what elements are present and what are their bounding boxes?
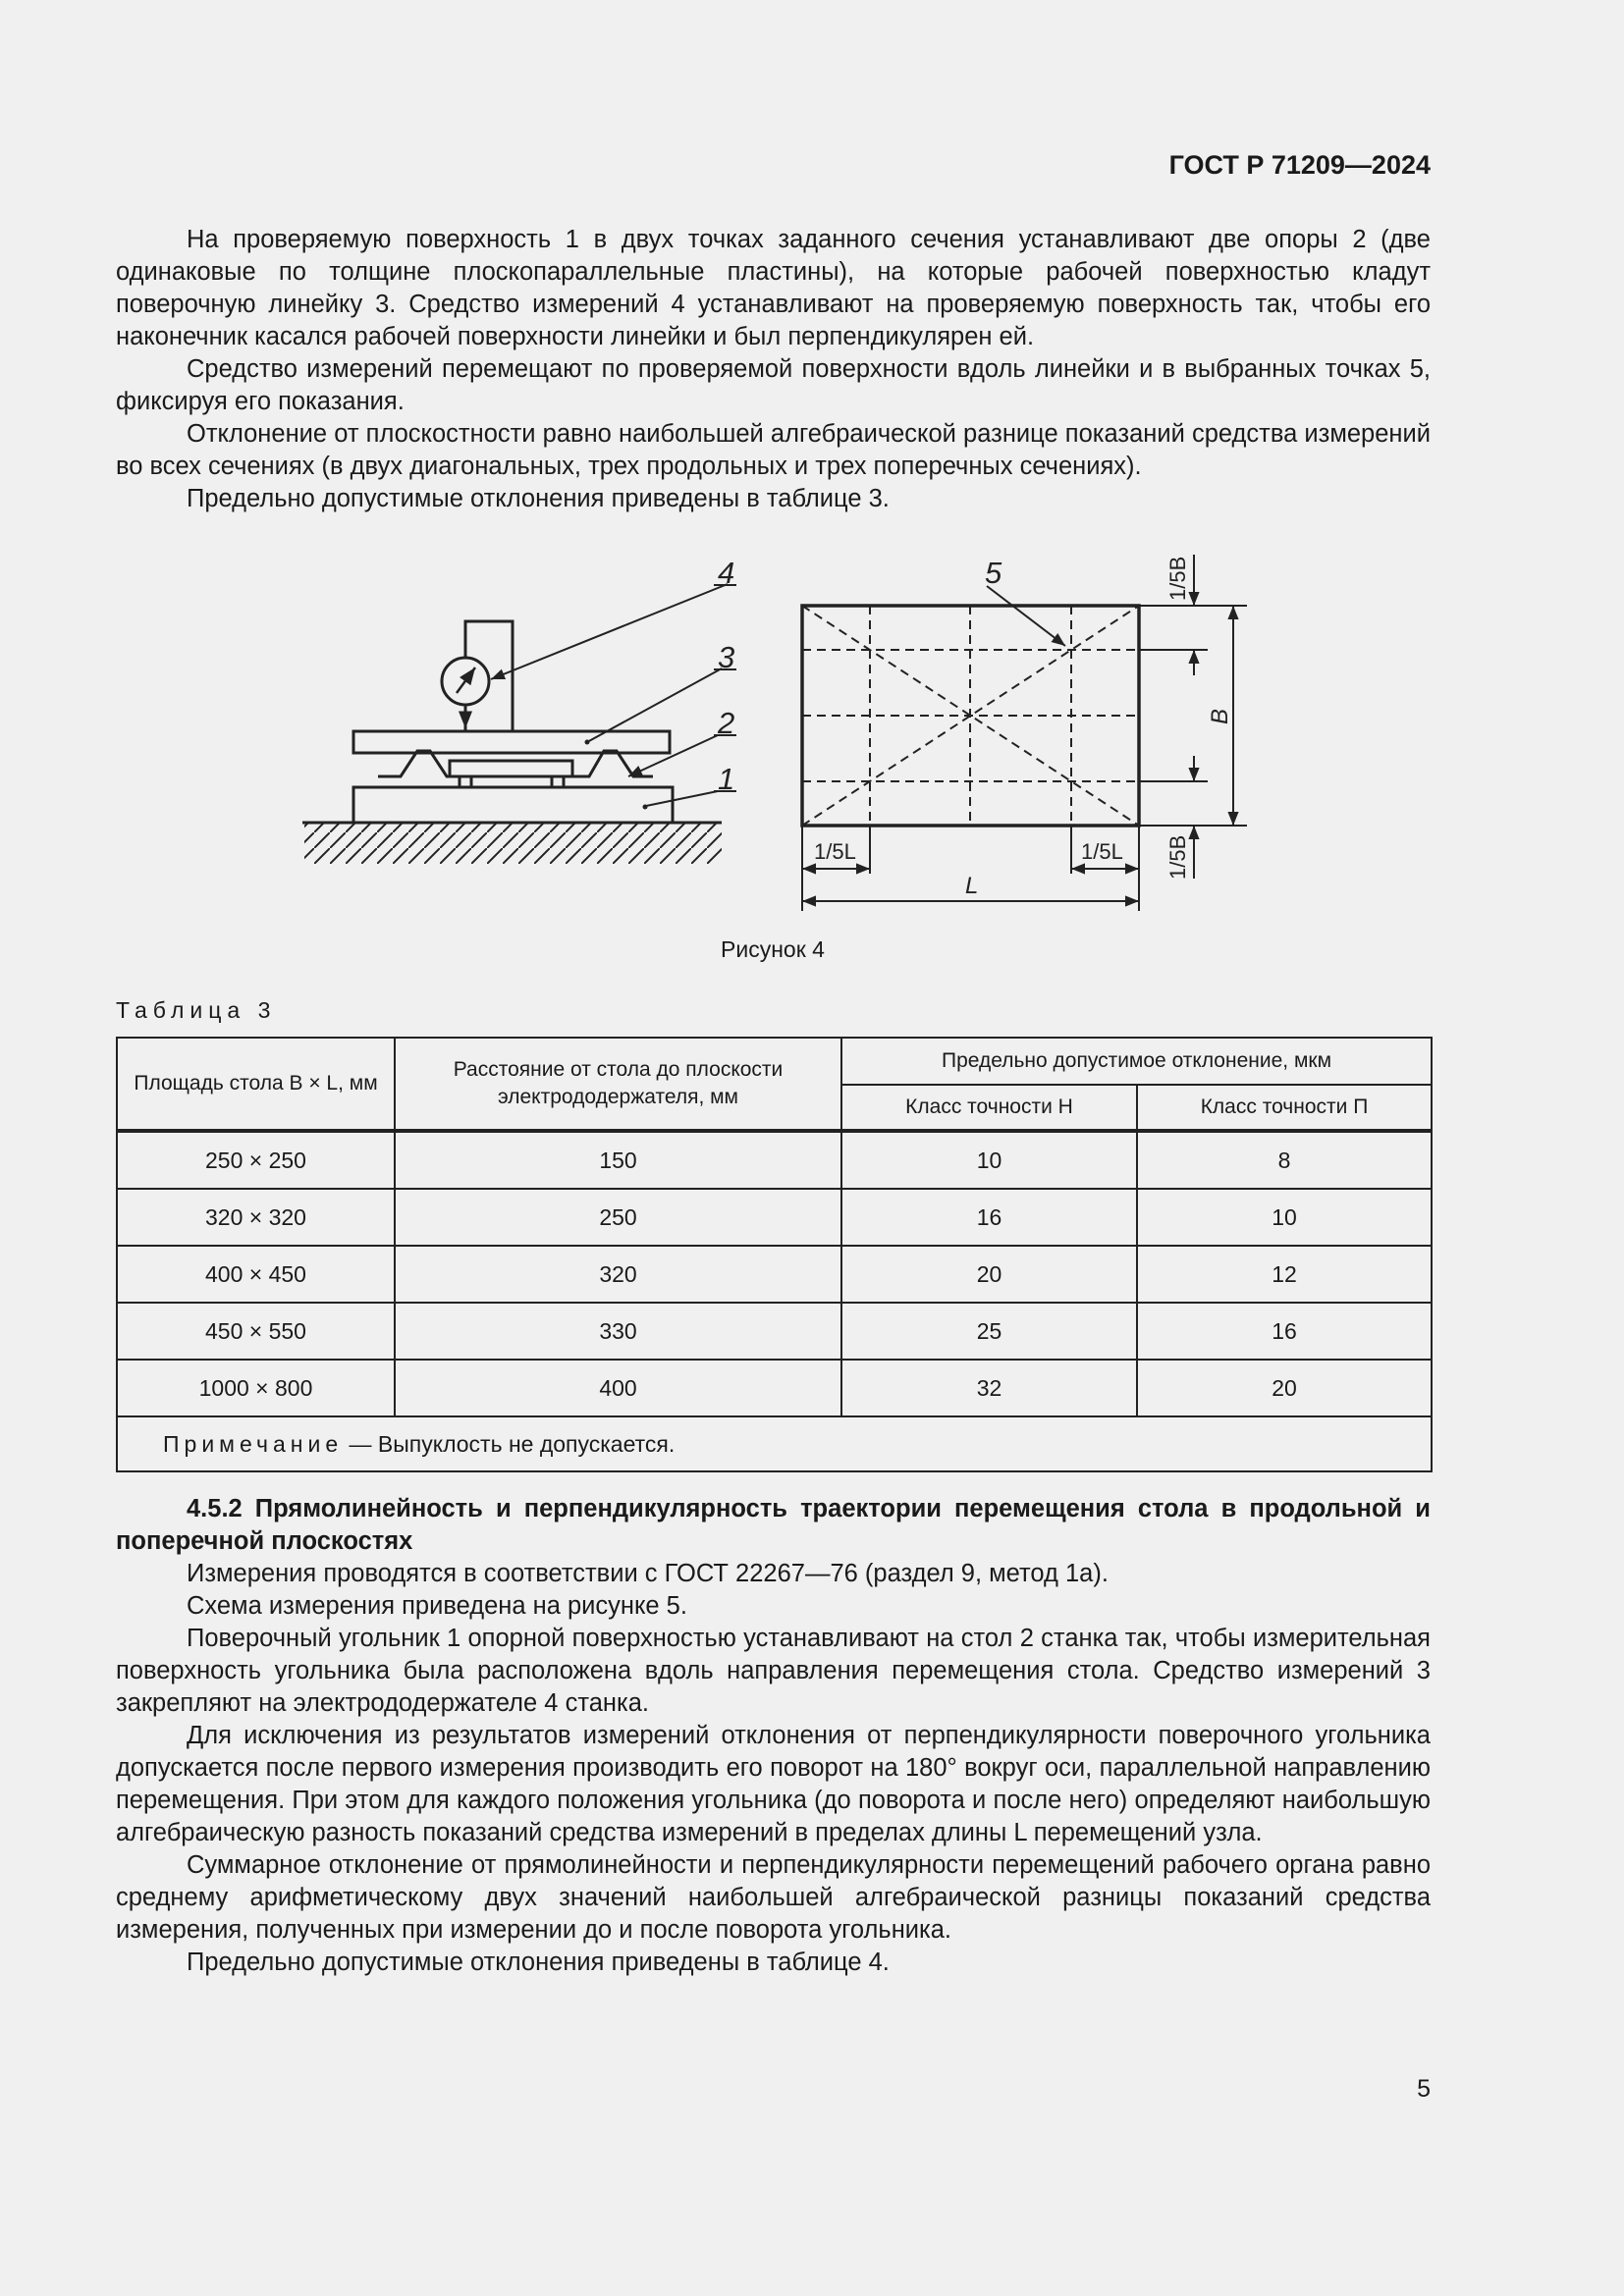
cell-class-h: 32 <box>841 1360 1137 1416</box>
table-row <box>117 1360 1432 1416</box>
table-row <box>117 1303 1432 1360</box>
cell-area: 450 × 550 <box>117 1303 395 1360</box>
table-row <box>117 1131 1432 1189</box>
header-class-p: Класс точности П <box>1137 1085 1432 1131</box>
cell-distance: 250 <box>395 1189 841 1246</box>
cell-area: 320 × 320 <box>117 1189 395 1246</box>
intro-paragraph-3: Отклонение от плоскостности равно наибольшей алгебраической разнице показаний средства измерений во всех сечениях (в двух диагональных, трех продольных и трех поперечных сечениях). <box>116 420 1431 480</box>
leader-4 <box>491 584 728 679</box>
cell-area: 1000 × 800 <box>117 1360 395 1416</box>
table-note-row <box>117 1416 1432 1471</box>
cell-class-h: 16 <box>841 1189 1137 1246</box>
label-3: 3 <box>718 640 735 674</box>
intro-text <box>116 224 1431 515</box>
header-deviation: Предельно допустимое отклонение, мкм <box>841 1038 1432 1085</box>
checked-surface <box>353 787 673 823</box>
leader-2 <box>628 735 718 776</box>
dim-fifth-l-right: 1/5L <box>1081 839 1123 864</box>
table-title: Таблица 3 <box>116 997 277 1023</box>
note-label: Примечание <box>163 1431 344 1457</box>
block-leg-left <box>460 776 471 787</box>
leader-1 <box>646 791 718 806</box>
cell-class-p: 20 <box>1137 1360 1432 1416</box>
cell-distance: 330 <box>395 1303 841 1360</box>
center-block <box>450 761 572 776</box>
dim-b: B <box>1207 708 1233 724</box>
section-paragraph-5: Суммарное отклонение от прямолинейности и перпендикулярности перемещений рабочего органа равно среднему арифметическому двух значений наибольшей алгебраической разницы показаний средства измерения, полученных при измерении до и после поворота угольника. <box>116 1851 1431 1944</box>
support-left <box>378 751 450 776</box>
cell-area: 400 × 450 <box>117 1246 395 1303</box>
setup-sketch <box>302 584 736 864</box>
section-paragraph-2: Схема измерения приведена на рисунке 5. <box>187 1592 687 1620</box>
figure-caption: Рисунок 4 <box>721 936 825 962</box>
leader-5 <box>987 586 1065 646</box>
section-text <box>116 1493 1431 1979</box>
cell-class-h: 20 <box>841 1246 1137 1303</box>
section-paragraph-4: Для исключения из результатов измерений отклонения от перпендикулярности поверочного угольника допускается после первого измерения производить его поворот на 180° вокруг оси, параллельной направлению перемещения. При этом для каждого положения угольника (до поворота и после него) определяют наибольшую алгебраическую разность показаний средства измерений в пределах длины L перемещений узла. <box>116 1722 1431 1846</box>
cell-distance: 320 <box>395 1246 841 1303</box>
dim-fifth-b-top: 1/5B <box>1165 556 1190 601</box>
section-lines <box>802 606 1139 826</box>
dim-fifth-b-bottom: 1/5B <box>1165 834 1190 880</box>
section-heading: 4.5.2 Прямолинейность и перпендикулярность траектории перемещения стола в продольной и поперечной плоскостях <box>116 1495 1431 1555</box>
section-paragraph-6: Предельно допустимые отклонения приведены в таблице 4. <box>187 1949 890 1976</box>
label-5: 5 <box>985 556 1002 590</box>
cell-class-p: 16 <box>1137 1303 1432 1360</box>
label-2: 2 <box>718 706 735 740</box>
page-number: 5 <box>1417 2075 1431 2103</box>
cell-distance: 150 <box>395 1131 841 1189</box>
label-4: 4 <box>718 556 735 590</box>
cell-class-h: 10 <box>841 1131 1137 1189</box>
cell-class-p: 8 <box>1137 1131 1432 1189</box>
dim-l: L <box>965 873 979 899</box>
block-leg-right <box>552 776 564 787</box>
intro-paragraph-1: На проверяемую поверхность 1 в двух точках заданного сечения устанавливают две опоры 2 (две одинаковые по толщине плоскопараллельные пластины), на которые рабочей поверхностью кладут поверочную линейку 3. Средство измерений 4 устанавливают на проверяемую поверхность так, чтобы его наконечник касался рабочей поверхности линейки и был перпендикулярен ей. <box>116 226 1431 350</box>
support-right <box>572 751 653 776</box>
base-hatching <box>304 823 722 864</box>
header-distance: Расстояние от стола до плоскости электрододержателя, мм <box>395 1038 841 1131</box>
note-text: — Выпуклость не допускается. <box>349 1431 676 1457</box>
header-class-h: Класс точности Н <box>841 1085 1137 1131</box>
intro-paragraph-2: Средство измерений перемещают по проверяемой поверхности вдоль линейки и в выбранных точках 5, фиксируя его показания. <box>116 355 1431 415</box>
straightedge <box>353 731 670 753</box>
cell-area: 250 × 250 <box>117 1131 395 1189</box>
section-paragraph-3: Поверочный угольник 1 опорной поверхностью устанавливают на стол 2 станка так, чтобы измерительная поверхность угольника была расположена вдоль направления перемещения стола. Средство измерений 3 закрепляют на электрододержателе 4 станка. <box>116 1625 1431 1717</box>
tolerance-table <box>116 1037 1433 1472</box>
label-1: 1 <box>718 762 735 796</box>
document-code: ГОСТ Р 71209—2024 <box>1168 150 1431 180</box>
cell-class-p: 12 <box>1137 1246 1432 1303</box>
section-paragraph-1: Измерения проводятся в соответствии с ГОСТ 22267—76 (раздел 9, метод 1а). <box>187 1560 1109 1587</box>
table-note <box>117 1416 1432 1471</box>
cell-distance: 400 <box>395 1360 841 1416</box>
header-area: Площадь стола B × L, мм <box>117 1038 395 1131</box>
cell-class-h: 25 <box>841 1303 1137 1360</box>
table-row <box>117 1246 1432 1303</box>
figure-4 <box>0 538 1624 940</box>
cell-class-p: 10 <box>1137 1189 1432 1246</box>
intro-paragraph-4: Предельно допустимые отклонения приведены в таблице 3. <box>187 485 890 512</box>
table-row <box>117 1189 1432 1246</box>
dim-fifth-l-left: 1/5L <box>814 839 856 864</box>
